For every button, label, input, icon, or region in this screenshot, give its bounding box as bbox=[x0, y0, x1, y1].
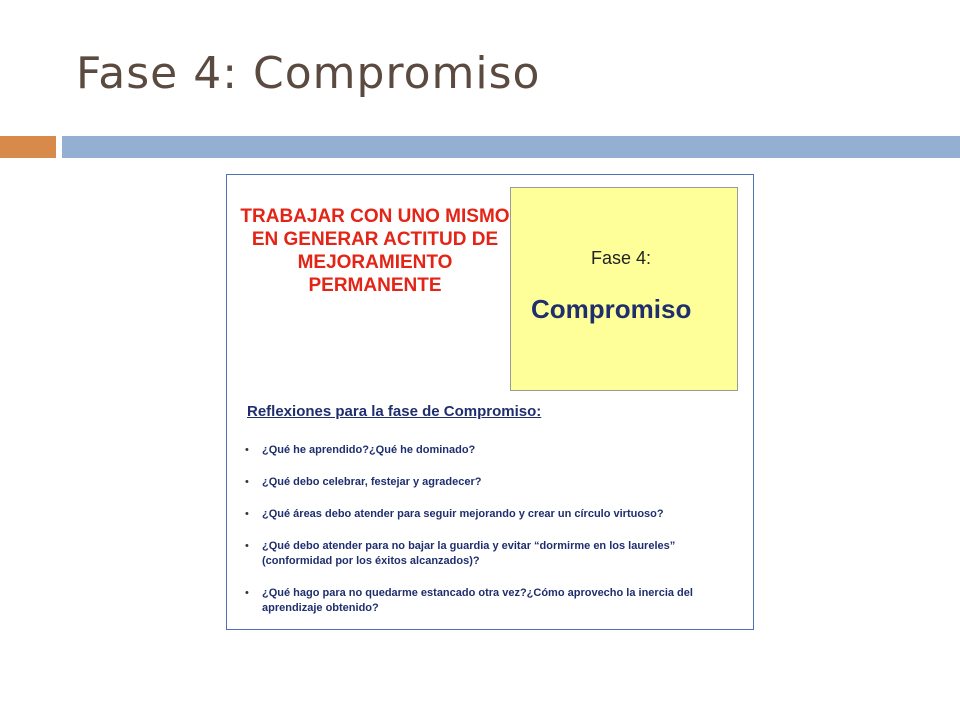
accent-bar-orange bbox=[0, 136, 56, 158]
bullet-icon: • bbox=[245, 444, 249, 456]
accent-bar-blue bbox=[62, 136, 960, 158]
reflection-list bbox=[245, 443, 735, 633]
content-panel bbox=[226, 174, 754, 630]
slide-title: Fase 4: Compromiso bbox=[76, 48, 541, 99]
list-item bbox=[245, 475, 735, 490]
reflection-text: ¿Qué áreas debo atender para seguir mejorando y crear un círculo virtuoso? bbox=[262, 508, 664, 520]
bullet-icon: • bbox=[245, 476, 249, 488]
list-item bbox=[245, 586, 735, 616]
reflection-text: ¿Qué he aprendido?¿Qué he dominado? bbox=[262, 444, 476, 456]
phase-name: Compromiso bbox=[531, 294, 692, 324]
list-item bbox=[245, 443, 735, 458]
reflection-text: ¿Qué debo celebrar, festejar y agradecer? bbox=[262, 476, 482, 488]
panel-heading: TRABAJAR CON UNO MISMO EN GENERAR ACTITUD DE MEJORAMIENTO PERMANENTE bbox=[240, 206, 510, 296]
bullet-icon: • bbox=[245, 508, 249, 520]
list-item bbox=[245, 539, 735, 569]
bullet-icon: • bbox=[245, 587, 249, 599]
reflection-text: ¿Qué hago para no quedarme estancado otra vez?¿Cómo aprovecho la inercia del aprendizaje obtenido? bbox=[262, 587, 693, 614]
phase-box bbox=[510, 187, 738, 391]
reflections-heading: Reflexiones para la fase de Compromiso: bbox=[247, 403, 542, 420]
list-item bbox=[245, 507, 735, 522]
bullet-icon: • bbox=[245, 540, 249, 552]
phase-label: Fase 4: bbox=[591, 248, 652, 268]
reflection-text: ¿Qué debo atender para no bajar la guardia y evitar “dormirme en los laureles” (conformidad por los éxitos alcanzados)? bbox=[262, 540, 676, 567]
